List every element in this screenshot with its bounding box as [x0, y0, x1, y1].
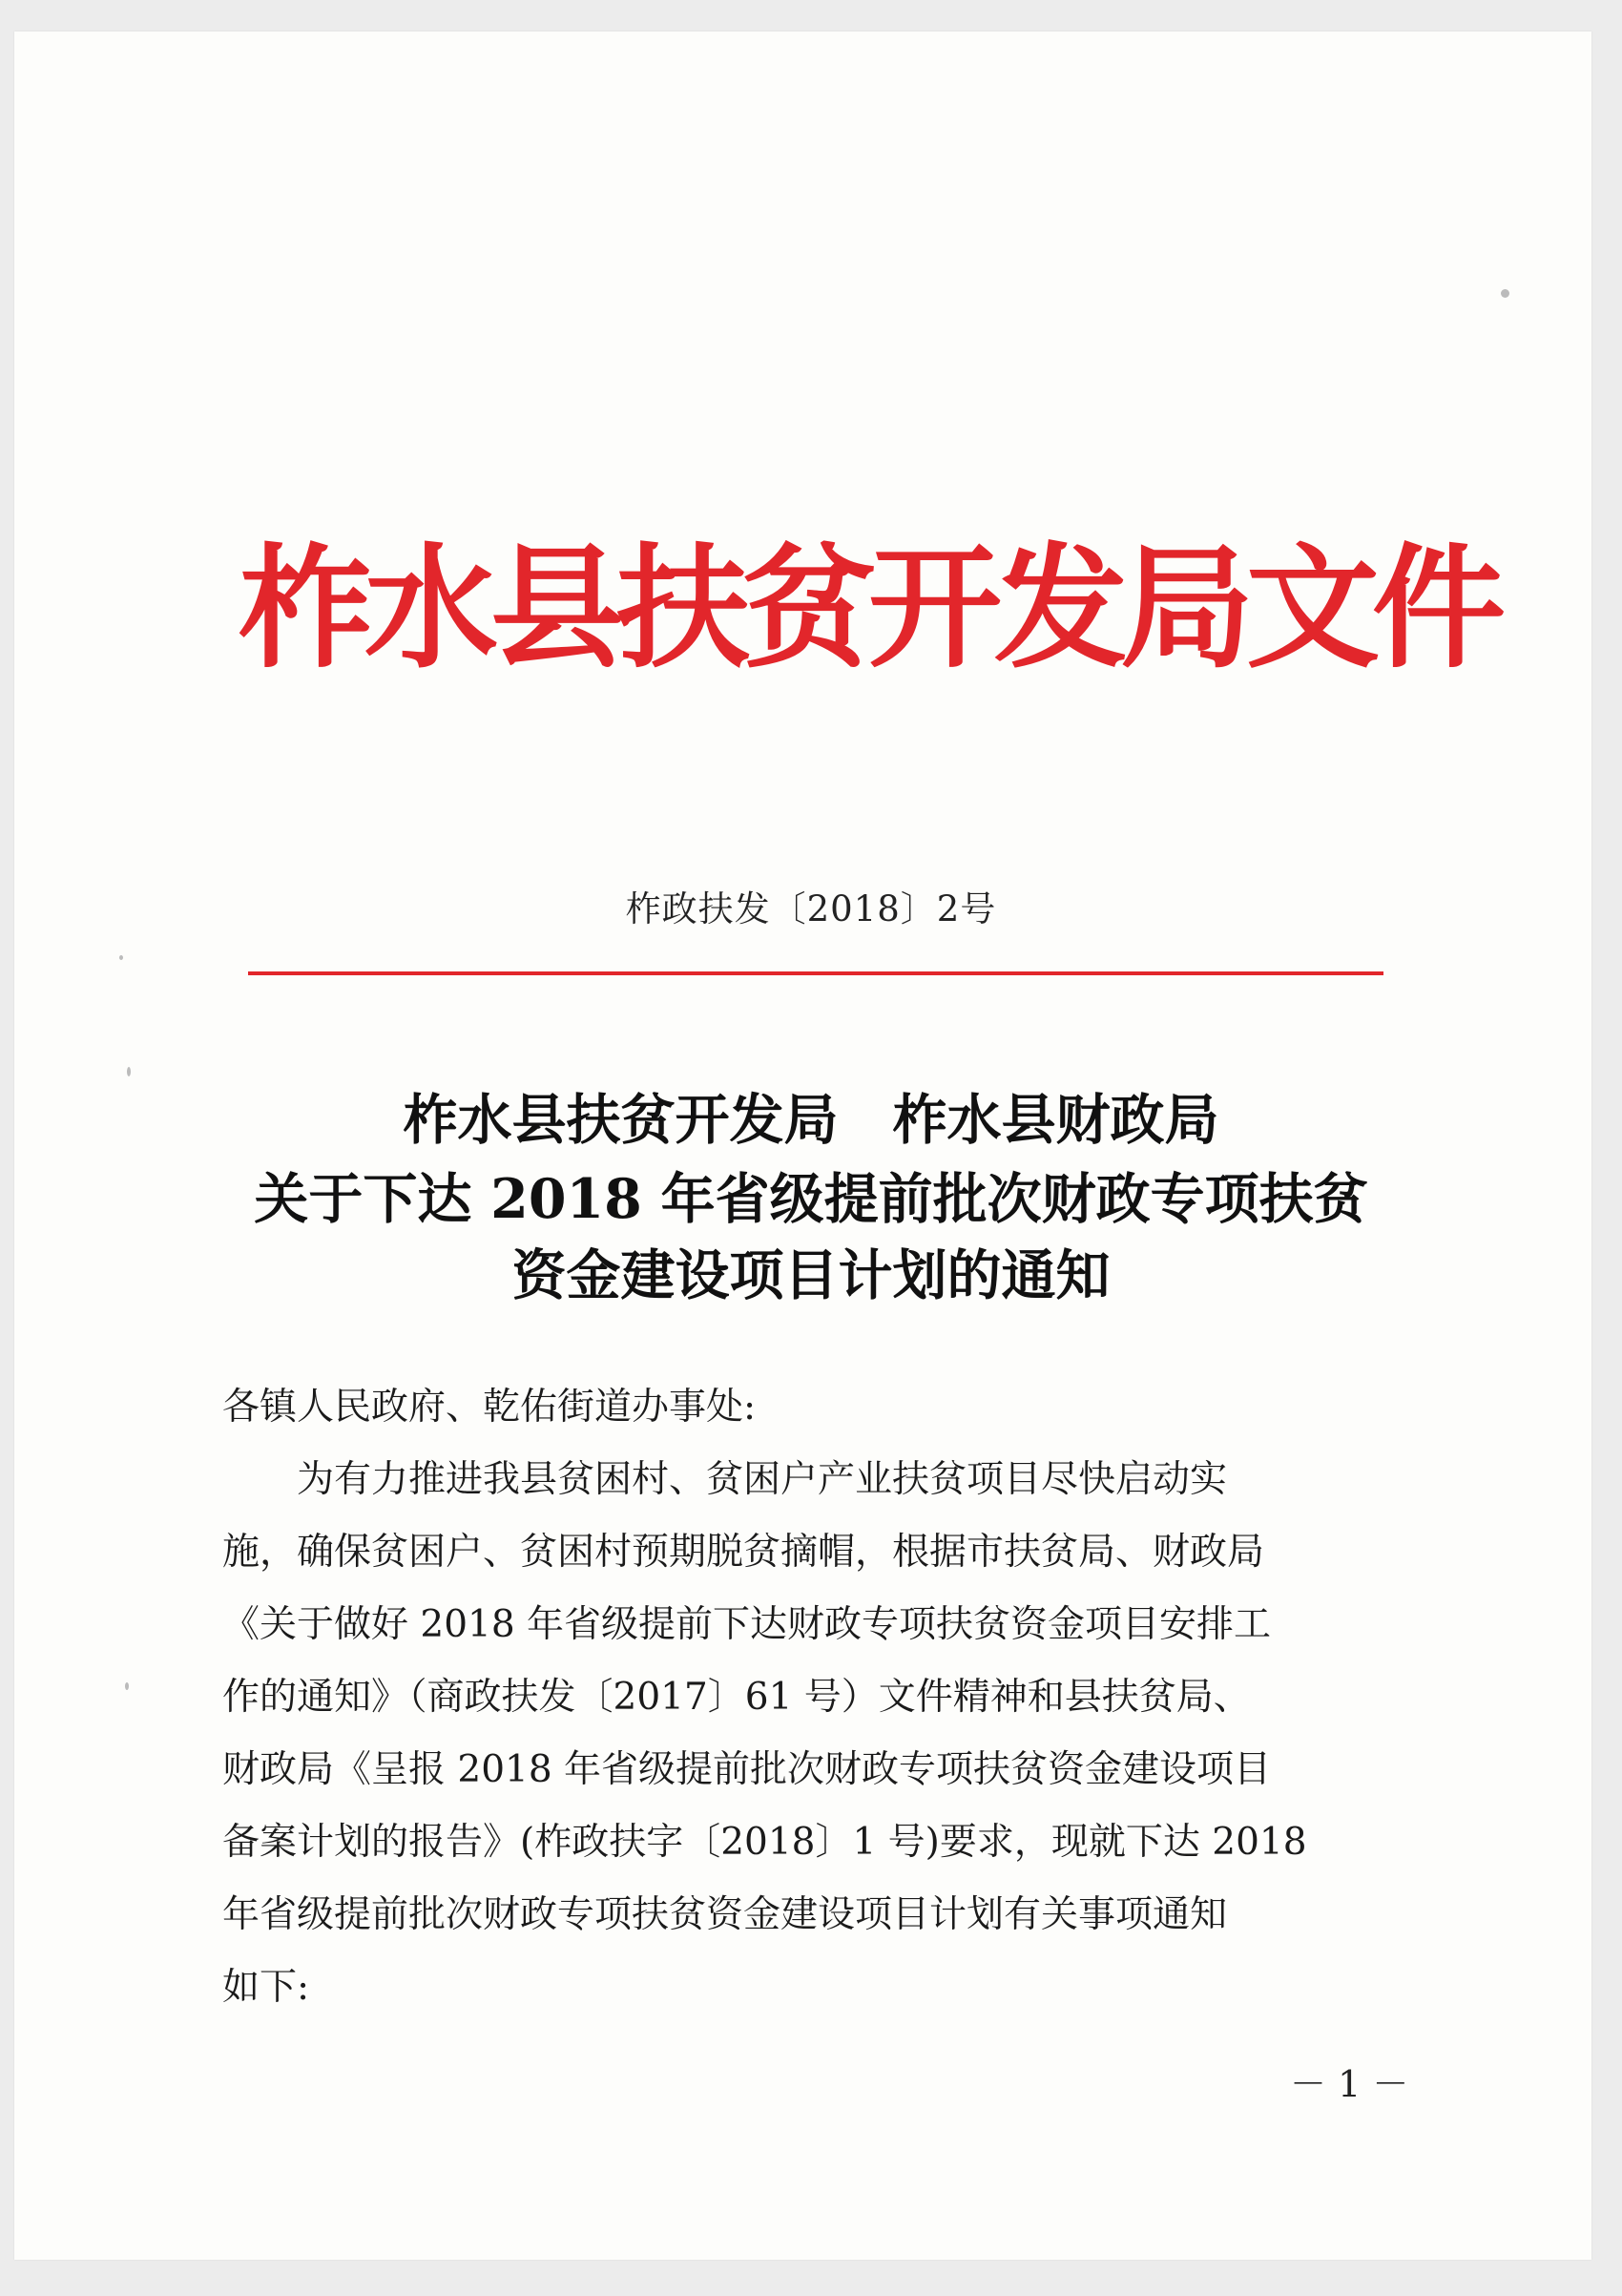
- body-line: 财政局《呈报 2018 年省级提前批次财政专项扶贫资金建设项目: [222, 1748, 1272, 1791]
- notice-title-line-3: 资金建设项目计划的通知: [511, 1243, 1111, 1307]
- notice-title-line-1: 柞水县扶贫开发局 柞水县财政局: [403, 1088, 1219, 1152]
- red-divider-line: [248, 971, 1383, 975]
- scan-speck: [125, 1682, 129, 1690]
- issuer-banner: 柞水县扶贫开发局文件: [239, 531, 1499, 687]
- body-line: 为有力推进我县贫困村、贫困户产业扶贫项目尽快启动实: [222, 1458, 1228, 1501]
- body-line: 施，确保贫困户、贫困村预期脱贫摘帽，根据市扶贫局、财政局: [222, 1531, 1265, 1574]
- body-line: 备案计划的报告》(柞政扶字〔2018〕1 号)要求，现就下达 2018: [222, 1821, 1307, 1864]
- page-number: － 1 －: [1290, 2063, 1409, 2105]
- scan-speck: [119, 955, 123, 960]
- body-line: 《关于做好 2018 年省级提前下达财政专项扶贫资金项目安排工: [222, 1603, 1272, 1646]
- body-line: 作的通知》（商政扶发〔2017〕61 号）文件精神和县扶贫局、: [222, 1676, 1251, 1719]
- body-line: 年省级提前批次财政专项扶贫资金建设项目计划有关事项通知: [222, 1893, 1228, 1936]
- scan-speck: [127, 1067, 131, 1076]
- document-number: 柞政扶发〔2018〕2号: [625, 888, 997, 929]
- scan-speck: [1501, 289, 1509, 298]
- notice-title-line-2: 关于下达 2018 年省级提前批次财政专项扶贫: [254, 1167, 1368, 1231]
- salutation: 各镇人民政府、乾佑街道办事处:: [222, 1386, 757, 1429]
- body-line: 如下:: [222, 1966, 310, 2009]
